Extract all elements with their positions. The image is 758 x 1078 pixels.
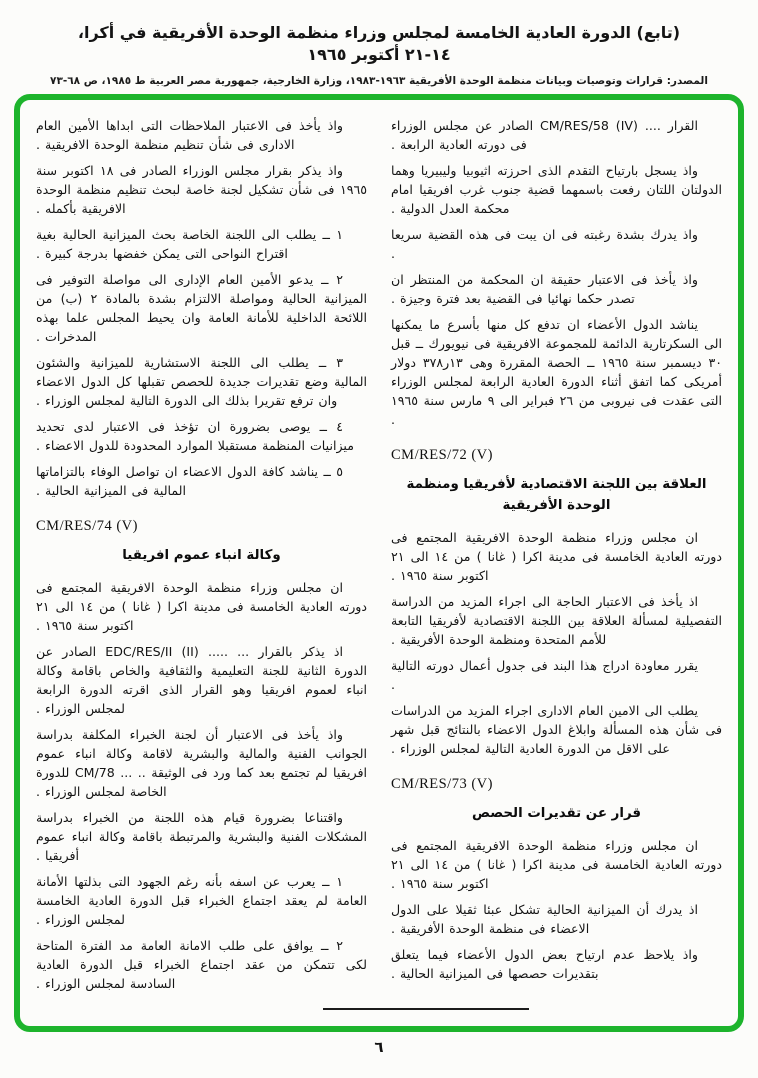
- left-column: [36, 116, 367, 1000]
- body-paragraph: واذ يدرك بشدة رغبته فى ان يبت فى هذه القضية سريعا .: [391, 227, 698, 261]
- body-paragraph: واذ يأخذ فى الاعتبار حقيقة ان المحكمة من المنتظر ان تصدر حكما نهائيا فى القضية بعد فترة وجيزة .: [391, 272, 698, 306]
- body-paragraph: واذ يلاحظ عدم ارتياح بعض الدول الأعضاء فيما يتعلق بتقديرات حصصها فى الميزانية الحالية .: [391, 947, 698, 981]
- footnote-rule: [323, 1008, 529, 1010]
- body-paragraph: ٢ ــ يدعو الأمين العام الإدارى الى مواصلة التوفير فى الميزانية الحالية ومواصلة الالتزام بشدة بالمادة ٢ (ب) من اللائحة الداخلية للأمانة العامة وان يحيط المجلس علما بهذه المدخرات .: [36, 272, 367, 344]
- body-paragraph: يقرر معاودة ادراج هذا البند فى جدول أعمال دورته التالية .: [391, 658, 698, 692]
- body-paragraph: واذ يأخذ فى الاعتبار أن لجنة الخبراء المكلفة بدراسة الجوانب الفنية والمالية والبشرية لاقامة وكالة انباء عموم افريقيا لم تجتمع بعد كما ورد فى الوثيقة .. ... CM/78 للدورة الخاصة لمجلس الوزراء .: [36, 727, 367, 799]
- resolution-heading: قرار عن تقديرات الحصص: [471, 806, 642, 821]
- page-number: ٦: [374, 1038, 384, 1056]
- resolution-code: CM/RES/73 (V): [391, 776, 493, 792]
- resolution-heading: وكالة انباء عموم افريقيا: [122, 548, 281, 563]
- text-columns: [36, 116, 722, 1000]
- resolution-heading: العلاقة بين اللجنة الاقتصادية لأفريقيا ومنظمة الوحدة الأفريقية: [406, 477, 707, 513]
- body-paragraph: اذ يذكر بالقرار ... ..... EDC/RES/II (II) الصادر عن الدورة الثانية للجنة التعليمية والثقافية والخاص باقامة وكالة انباء لعموم افريقيا وهو القرار الذى اقرته الدورة الرابعة لمجلس الوزراء .: [36, 644, 367, 716]
- right-column: [391, 116, 722, 1000]
- body-paragraph: ١ ــ يعرب عن اسفه بأنه رغم الجهود التى بذلتها الأمانة العامة لم يعقد اجتماع الخبراء قبل الدورة العادية الخامسة لمجلس الوزراء .: [36, 874, 367, 927]
- body-paragraph: ٤ ــ يوصى بضرورة ان تؤخذ فى الاعتبار لدى تحديد ميزانيات المنظمة مستقبلا الموارد المحدودة للدول الاعضاء .: [36, 419, 354, 453]
- body-paragraph: اذ يأخذ فى الاعتبار الحاجة الى اجراء المزيد من الدراسة التفصيلية لمسألة العلاقة بين اللجنة الاقتصادية لأفريقيا التابعة للأمم المتحدة ومنظمة الوحدة الأفريقية .: [391, 594, 722, 647]
- page-title: (تابع) الدورة العادية الخامسة لمجلس وزراء منظمة الوحدة الأفريقية في أكرا، ١٤-٢١ أكتوبر ١٩٦٥: [77, 23, 681, 64]
- body-paragraph: واقتناعا بضرورة قيام هذه اللجنة من الخبراء بدراسة المشكلات الفنية والبشرية والمرتبطة باقامة وكالة انباء عموم أفريقيا .: [36, 810, 367, 863]
- resolution-code: CM/RES/72 (V): [391, 447, 493, 463]
- source-line: المصدر: قرارات وتوصيات وبيانات منظمة الوحدة الأفريقية ١٩٦٣-١٩٨٣، وزارة الخارجية، جمهورية مصر العربية ط ١٩٨٥، ص ٦٨-٧٣: [50, 75, 708, 87]
- body-paragraph: القرار .... CM/RES/58 (IV) الصادر عن مجلس الوزراء فى دورته العادية الرابعة .: [391, 118, 698, 152]
- body-paragraph: ٢ ــ يوافق على طلب الامانة العامة مد الفترة المتاحة لكى تتمكن من عقد اجتماع الخبراء قبل الدورة العادية السادسة لمجلس الوزراء .: [36, 938, 367, 991]
- body-paragraph: اذ يدرك أن الميزانية الحالية تشكل عبئا ثقيلا على الدول الاعضاء فى منظمة الوحدة الأفريقية .: [391, 902, 698, 936]
- body-paragraph: ٥ ــ يناشد كافة الدول الاعضاء ان تواصل الوفاء بالتزاماتها المالية فى الميزانية الحالية .: [36, 464, 343, 498]
- body-paragraph: ان مجلس وزراء منظمة الوحدة الافريقية المجتمع فى دورته العادية الخامسة فى مدينة اكرا ( غانا ) من ١٤ الى ٢١ اكتوبر سنة ١٩٦٥ .: [391, 530, 722, 583]
- resolution-code: CM/RES/74 (V): [36, 518, 138, 534]
- body-paragraph: يناشد الدول الأعضاء ان تدفع كل منها بأسرع ما يمكنها الى السكرتارية الدائمة للمجموعة الافريقية فى نيويورك ــ قبل ٣٠ ديسمبر سنة ١٩٦٥ ــ الحصة المقررة وهى ١٣ر٣٧٨ دولار أمريكى كما اتفق أثناء الدورة العادية الرابعة لمجلس الوزراء التى عقدت فى نيروبى من ٢٦ فبراير الى ٩ مارس سنة ١٩٦٥ .: [391, 317, 722, 427]
- body-paragraph: يطلب الى الامين العام الادارى اجراء المزيد من الدراسات فى شأن هذه المسألة وابلاغ الدول الاعضاء بالنتائج قبل شهر على الاقل من الدورة العادية التالية لمجلس الوزراء .: [391, 703, 722, 756]
- body-paragraph: واذ يسجل بارتياح التقدم الذى احرزته اثيوبيا وليبيريا وهما الدولتان اللتان رفعت باسمهما قضية جنوب غرب افريقيا امام محكمة العدل الدولية .: [391, 163, 722, 216]
- body-paragraph: واذ يذكر بقرار مجلس الوزراء الصادر فى ١٨ اكتوبر سنة ١٩٦٥ فى شأن تشكيل لجنة خاصة لبحث تنظيم منظمة الوحدة الافريقية بأكمله .: [36, 163, 367, 216]
- green-border-frame: [14, 94, 744, 1032]
- body-paragraph: ٣ ــ يطلب الى اللجنة الاستشارية للميزانية والشئون المالية وضع تقديرات جديدة للحصص تقبلها كل الدول الاعضاء وان ترفع تقريرا بذلك الى الدورة التالية لمجلس الوزراء .: [36, 355, 367, 408]
- body-paragraph: واذ يأخذ فى الاعتبار الملاحظات التى ابداها الأمين العام الادارى فى شأن تنظيم منظمة الوحدة الافريقية .: [36, 118, 343, 152]
- document-header: [0, 0, 758, 87]
- body-paragraph: ان مجلس وزراء منظمة الوحدة الافريقية المجتمع فى دورته العادية الخامسة فى مدينة اكرا ( غانا ) من ١٤ الى ٢١ اكتوبر سنة ١٩٦٥ .: [391, 838, 722, 891]
- body-paragraph: ١ ــ يطلب الى اللجنة الخاصة بحث الميزانية الحالية بغية اقتراح النواحى التى يمكن خفضها بدرجة كبيرة .: [36, 227, 343, 261]
- body-paragraph: ان مجلس وزراء منظمة الوحدة الافريقية المجتمع فى دورته العادية الخامسة فى مدينة اكرا ( غانا ) من ١٤ الى ٢١ اكتوبر سنة ١٩٦٥ .: [36, 580, 367, 633]
